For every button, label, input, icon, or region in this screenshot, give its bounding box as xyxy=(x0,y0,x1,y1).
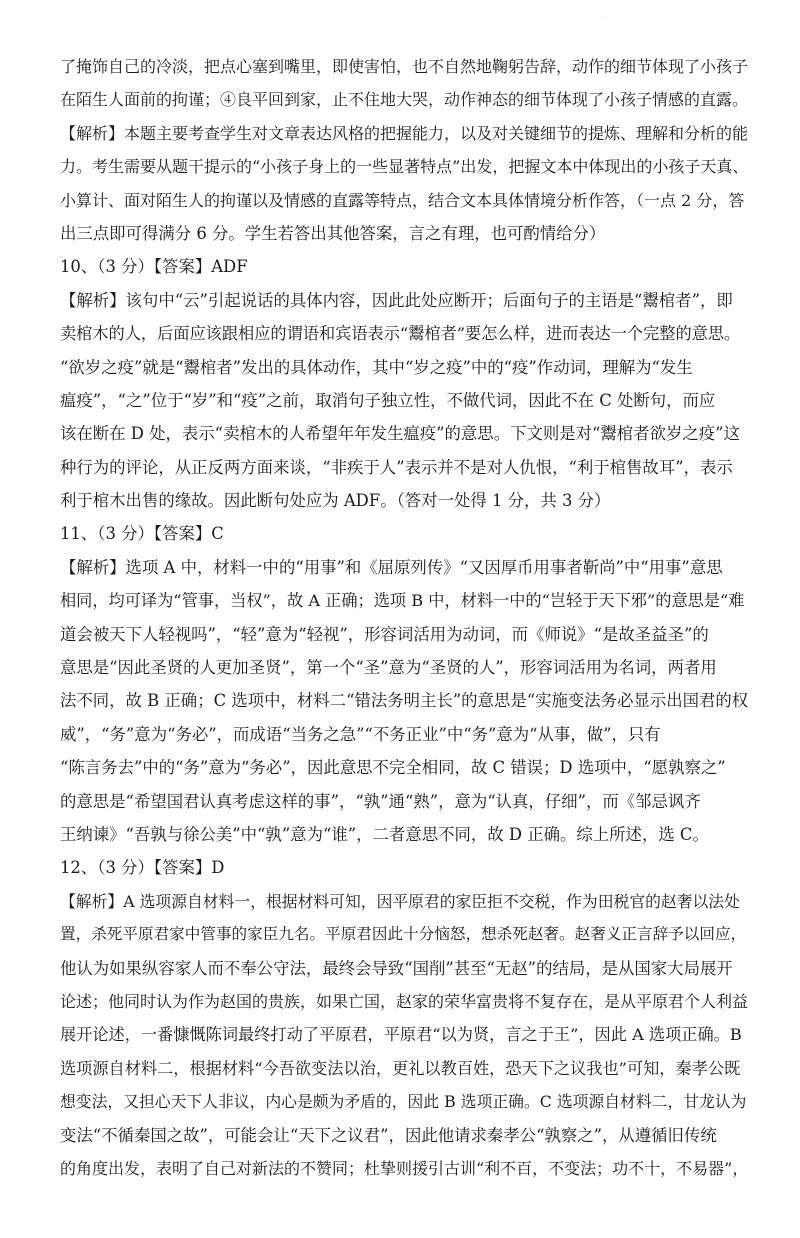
text-line: 他认为如果纵容家人而不奉公守法，最终会导致“国削”甚至“无赵”的结局，是从国家大局展开 xyxy=(60,958,733,978)
text-line: 的角度出发，表明了自己对新法的不赞同；杜挚则援引古训“利不百，不变法；功不十，不易器”， xyxy=(60,1158,748,1178)
text-line: 种行为的评论，从正反两方面来谈，“非疾于人”表示并不是对人仇恨，“利于棺售故耳”，表示 xyxy=(60,457,733,477)
text-line: 的意思是“希望国君认真考虑这样的事”，“孰”通“熟”，意为“认真，仔细”，而《邹忌讽齐 xyxy=(60,791,701,811)
text-line: 论述；他同时认为作为赵国的贵族，如果亡国，赵家的荣华富贵将不复存在，是从平原君个人利益 xyxy=(60,991,748,1011)
text-line: 瘟疫”，“之”位于“岁”和“疫”之前，取消句子独立性，不做代词，因此不在 C 处断句，而应 xyxy=(60,390,716,410)
text-line: 选项源自材料二，根据材料“今吾欲变法以治，更礼以教百姓，恐天下之议我也”可知，秦孝公既 xyxy=(60,1058,741,1078)
text-line: 威”，“务”意为“务必”，而成语“当务之急”“不务正业”中“务”意为“从事，做”，只有 xyxy=(60,724,661,744)
corner-mark: · xyxy=(604,14,607,23)
text-line: 11、（3 分）【答案】C xyxy=(60,524,224,544)
text-line: 力。考生需要从题干提示的“小孩子身上的一些显著特点”出发，把握文本中体现出的小孩子天真、 xyxy=(60,157,748,177)
text-line: 法不同，故 B 正确；C 选项中，材料二“错法务明主长”的意思是“实施变法务必显示出国君的权 xyxy=(60,691,748,711)
text-line: 意思是“因此圣贤的人更加圣贤”，第一个“圣”意为“圣贤的人”，形容词活用为名词，两者用 xyxy=(60,658,717,678)
text-line: 相同，均可译为“管事，当权”，故 A 正确；选项 B 中，材料一中的“岂轻于天下邪”的意思是“难 xyxy=(60,591,745,611)
text-line: 【解析】选项 A 中，材料一中的“用事”和《屈原列传》“又因厚币用事者靳尚”中“用事”意思 xyxy=(60,557,723,577)
text-line: 【解析】A 选项源自材料一，根据材料可知，因平原君的家臣拒不交税，作为田税官的赵奢以法处 xyxy=(60,891,740,911)
text-line: 想变法，又担心天下人非议，内心是颇为矛盾的，因此 B 选项正确。C 选项源自材料二，甘龙认为 xyxy=(60,1092,747,1112)
text-line: “陈言务去”中的“务”意为“务必”，因此意思不完全相同，故 C 错误；D 选项中，“愿孰察之” xyxy=(60,758,726,778)
text-line: 12、（3 分）【答案】D xyxy=(60,858,225,878)
text-line: “欲岁之疫”就是“鬻棺者”发出的具体动作，其中“岁之疫”中的“疫”作动词，理解为“发生 xyxy=(60,357,693,377)
text-line: 小算计、面对陌生人的拘谨以及情感的直露等特点，结合文本具体情境分析作答，（一点 2 分，答 xyxy=(60,190,745,210)
text-line: 变法“不循秦国之故”，可能会让“天下之议君”，因此他请求秦孝公“孰察之”，从遵循旧传统 xyxy=(60,1125,717,1145)
text-line: 10、（3 分）【答案】ADF xyxy=(60,257,248,277)
text-line: 道会被天下人轻视吗”，“轻”意为“轻视”，形容词活用为动词，而《师说》“是故圣益圣”的 xyxy=(60,624,709,644)
text-line: 该在断在 D 处，表示“卖棺木的人希望年年发生瘟疫”的意思。下文则是对“鬻棺者欲岁之疫”这 xyxy=(60,424,740,444)
document-page xyxy=(60,50,748,1185)
text-line: 【解析】该句中“云”引起说话的具体内容，因此此处应断开；后面句子的主语是“鬻棺者”，即 xyxy=(60,290,733,310)
text-line: 【解析】本题主要考查学生对文章表达风格的把握能力，以及对关键细节的提炼、理解和分析的能 xyxy=(60,123,748,143)
text-line: 利于棺木出售的缘故。因此断句处应为 ADF。（答对一处得 1 分，共 3 分） xyxy=(60,491,611,511)
text-line: 展开论述，一番慷慨陈词最终打动了平原君，平原君“以为贤，言之于王”，因此 A 选项正确。B xyxy=(60,1025,742,1045)
text-line: 在陌生人面前的拘谨；④良平回到家，止不住地大哭，动作神态的细节体现了小孩子情感的直露。 xyxy=(60,90,748,110)
text-line: 卖棺木的人，后面应该跟相应的谓语和宾语表示“鬻棺者”要怎么样，进而表达一个完整的意思。 xyxy=(60,324,741,344)
text-line: 置，杀死平原君家中管事的家臣九名。平原君因此十分恼怒，想杀死赵奢。赵奢义正言辞予以回应， xyxy=(60,925,747,944)
text-line: 了掩饰自己的冷淡，把点心塞到嘴里，即使害怕，也不自然地鞠躬告辞，动作的细节体现了小孩子 xyxy=(60,57,748,76)
text-line: 王纳谏》“吾孰与徐公美”中“孰”意为“谁”，二者意思不同，故 D 正确。综上所述，选 C。 xyxy=(60,824,709,844)
text-line: 出三点即可得满分 6 分。学生若答出其他答案，言之有理，也可酌情给分） xyxy=(60,223,606,243)
